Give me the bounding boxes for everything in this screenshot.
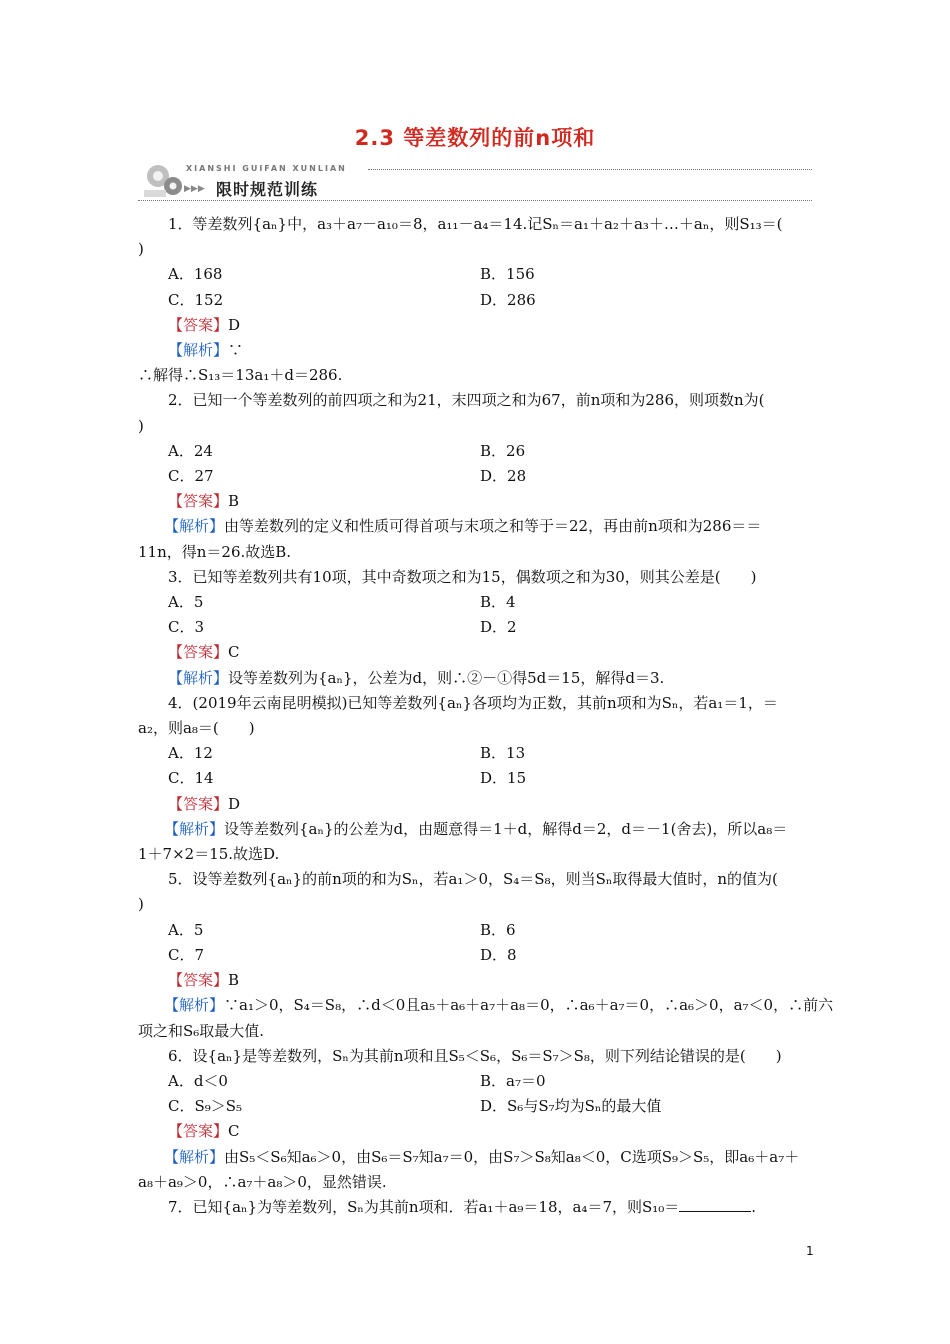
divider: [138, 200, 812, 201]
question-2-stem-cont: ): [138, 416, 144, 435]
question-7-stem: [138, 1195, 814, 1220]
question-4-options-cd: [138, 766, 814, 791]
answer-value: B: [228, 492, 240, 511]
option-b: B．156: [480, 265, 535, 284]
question-5-options-ab: [138, 918, 814, 943]
question-5-options-cd: [138, 943, 814, 968]
question-6-options-cd: [138, 1094, 814, 1119]
divider: [368, 169, 812, 170]
question-3-options-cd: [138, 615, 814, 640]
option-c: C．7: [168, 945, 205, 964]
analysis-tag: 【解析】: [168, 341, 229, 360]
question-3-analysis: [138, 666, 814, 691]
question-3-stem: 3．已知等差数列共有10项，其中奇数项之和为15，偶数项之和为30，则其公差是( ): [168, 567, 757, 586]
question-6-options-ab: [138, 1069, 814, 1094]
question-6-analysis-cont: a₈＋a₉＞0，∴a₇＋a₈＞0，显然错误.: [138, 1172, 387, 1191]
question-1-answer: [138, 313, 814, 338]
analysis-text: 由S₅＜S₆知a₆＞0，由S₆＝S₇知a₇＝0，由S₇＞S₈知a₈＜0，C选项S₉＞S₅，即a₆＋a₇＋: [224, 1147, 800, 1166]
analysis-tag: 【解析】: [164, 517, 225, 536]
question-4-options-ab: [138, 741, 814, 766]
option-c: C．152: [168, 290, 224, 309]
option-b: B．6: [480, 920, 516, 939]
section-banner: [138, 156, 812, 202]
analysis-text: 设等差数列为{aₙ}，公差为d，则∴②－①得5d＝15，解得d＝3.: [228, 668, 665, 687]
question-7-end: .: [751, 1197, 757, 1216]
option-d: D．286: [480, 290, 536, 309]
option-a: A．12: [168, 744, 213, 763]
question-2-options-ab: [138, 439, 814, 464]
question-2-answer: [138, 489, 814, 514]
answer-tag: 【答案】: [168, 315, 229, 334]
option-c: C．3: [168, 618, 205, 637]
analysis-text: 由等差数列的定义和性质可得首项与末项之和等于＝22，再由前n项和为286＝＝: [224, 517, 762, 536]
question-2-stem: 2．已知一个等差数列的前四项之和为21，末四项之和为67，前n项和为286，则项数n为(: [168, 391, 765, 410]
answer-value: D: [228, 315, 241, 334]
answer-tag: 【答案】: [168, 971, 229, 990]
question-5-answer: [138, 968, 814, 993]
option-b: B．4: [480, 593, 516, 612]
option-c: C．S₉＞S₅: [168, 1097, 243, 1116]
answer-tag: 【答案】: [168, 643, 229, 662]
analysis-text: ∵: [228, 341, 244, 360]
option-a: A．d＜0: [168, 1071, 228, 1090]
option-b: B．13: [480, 744, 526, 763]
analysis-text: 设等差数列{aₙ}的公差为d，由题意得＝1＋d，解得d＝2，d＝－1(舍去)，所以a₈＝: [224, 819, 788, 838]
question-2-analysis-cont: 11n，得n＝26.故选B.: [138, 542, 292, 561]
answer-value: C: [228, 1122, 240, 1141]
question-1-stem-cont: ): [138, 240, 144, 259]
arrow-icon: ▶▶▶: [184, 184, 205, 194]
option-a: A．24: [168, 441, 213, 460]
question-2-options-cd: [138, 464, 814, 489]
question-6-answer: [138, 1119, 814, 1144]
answer-value: D: [228, 794, 241, 813]
question-4-stem: 4．(2019年云南昆明模拟)已知等差数列{aₙ}各项均为正数，其前n项和为Sₙ，若a₁＝1，＝: [168, 693, 778, 712]
question-4-stem-cont: a₂，则a₈＝( ): [138, 719, 255, 738]
option-c: C．14: [168, 769, 214, 788]
question-5-stem-cont: ): [138, 895, 144, 914]
option-d: D．S₆与S₇均为Sₙ的最大值: [480, 1097, 662, 1116]
answer-value: B: [228, 971, 240, 990]
page-title: 2.3 等差数列的前n项和: [354, 126, 596, 150]
question-5-stem: 5．设等差数列{aₙ}的前n项的和为Sₙ，若a₁＞0，S₄＝S₈，则当Sₙ取得最大值时，n的值为(: [168, 870, 778, 889]
option-b: B．a₇＝0: [480, 1071, 546, 1090]
question-1-analysis: [138, 338, 814, 363]
option-c: C．27: [168, 467, 214, 486]
question-4-analysis: [138, 817, 814, 842]
analysis-text: ∵a₁＞0，S₄＝S₈，∴d＜0且a₅＋a₆＋a₇＋a₈＝0，∴a₆＋a₇＝0，∴a₆＞0，a₇＜0，∴前六: [224, 996, 834, 1015]
analysis-tag: 【解析】: [164, 996, 225, 1015]
option-d: D．2: [480, 618, 517, 637]
question-3-answer: [138, 640, 814, 665]
option-a: A．5: [168, 920, 204, 939]
question-4-analysis-cont: 1＋7×2＝15.故选D.: [138, 845, 280, 864]
answer-tag: 【答案】: [168, 492, 229, 511]
question-1-options-cd: [138, 288, 814, 313]
banner-heading: 限时规范训练: [216, 180, 319, 199]
question-5-analysis-cont: 项之和S₆取最大值.: [138, 1021, 265, 1040]
question-5-analysis: [138, 993, 834, 1018]
analysis-tag: 【解析】: [168, 668, 229, 687]
analysis-tag: 【解析】: [164, 819, 225, 838]
page-number: 1: [806, 1244, 814, 1258]
option-d: D．28: [480, 467, 527, 486]
question-1-options-ab: [138, 262, 814, 287]
answer-tag: 【答案】: [168, 1122, 229, 1141]
question-3-options-ab: [138, 590, 814, 615]
option-b: B．26: [480, 441, 526, 460]
banner-pinyin: XIANSHI GUIFAN XUNLIAN: [186, 164, 347, 173]
option-a: A．168: [168, 265, 223, 284]
answer-blank[interactable]: [679, 1197, 751, 1212]
option-d: D．8: [480, 945, 517, 964]
analysis-tag: 【解析】: [164, 1147, 225, 1166]
gear-icon: [142, 160, 186, 198]
option-a: A．5: [168, 593, 204, 612]
answer-tag: 【答案】: [168, 794, 229, 813]
question-1-stem: 1．等差数列{aₙ}中，a₃＋a₇－a₁₀＝8，a₁₁－a₄＝14.记Sₙ＝a₁＋a₂＋a₃＋…＋aₙ，则S₁₃＝(: [168, 215, 783, 233]
question-6-stem: 6．设{aₙ}是等差数列，Sₙ为其前n项和且S₅＜S₆，S₆＝S₇＞S₈，则下列结论错误的是( ): [168, 1046, 782, 1065]
exercise-content: [138, 212, 834, 1220]
question-2-analysis: [138, 514, 814, 539]
answer-value: C: [228, 643, 240, 662]
option-d: D．15: [480, 769, 527, 788]
question-7-text: 7．已知{aₙ}为等差数列，Sₙ为其前n项和．若a₁＋a₉＝18，a₄＝7，则S₁₀＝: [168, 1197, 680, 1216]
question-1-analysis-cont: ∴解得∴S₁₃＝13a₁＋d＝286.: [138, 366, 343, 385]
question-6-analysis: [138, 1145, 814, 1170]
question-4-answer: [138, 792, 814, 817]
